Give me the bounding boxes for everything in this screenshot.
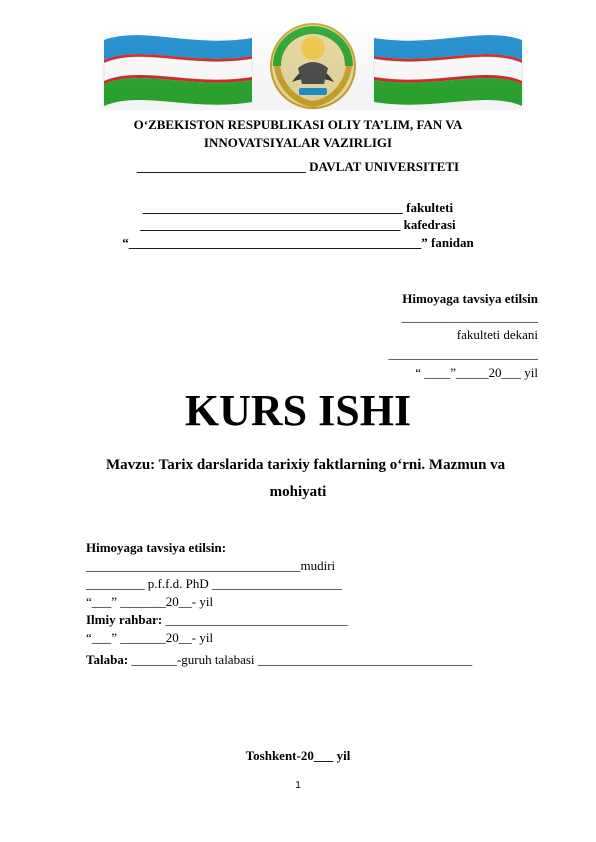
approval-date-2: “___” _______20__- yil	[86, 630, 214, 645]
department-label: kafedrasi	[403, 217, 456, 232]
faculty-line	[0, 200, 596, 216]
advisor-line	[86, 612, 347, 628]
topic-line-1	[106, 457, 505, 474]
student-line	[86, 652, 472, 668]
approval-heading: Himoyaga tavsiya etilsin	[402, 291, 538, 306]
ministry-line-1: O‘ZBEKISTON RESPUBLIKASI OLIY TA’LIM, FAN VA	[133, 117, 463, 132]
approval-date-1: “___” _______20__- yil	[86, 594, 214, 609]
faculty-blank: ________________________________________	[142, 200, 403, 215]
student-label: Talaba:	[86, 652, 129, 667]
bottom-approval-heading: Himoyaga tavsiya etilsin:	[86, 540, 227, 555]
approval-date: “ ____”_____20___ yil	[415, 365, 538, 380]
approval-signature-line: _____________________	[401, 309, 538, 324]
emblem-flags-icon	[102, 22, 524, 110]
department-head-line: _________________________________mudiri	[86, 558, 336, 573]
university-name: DAVLAT UNIVERSITETI	[309, 159, 460, 174]
advisor-blank: ____________________________	[165, 612, 348, 627]
department-blank: ________________________________________	[140, 217, 401, 232]
ministry-line-2: INNOVATSIYALAR VAZIRLIGI	[203, 135, 393, 150]
dean-name-line: _______________________	[388, 346, 538, 361]
faculty-label: fakulteti	[406, 200, 454, 215]
advisor-label: Ilmiy rahbar:	[86, 612, 163, 627]
department-line	[0, 217, 596, 233]
university-line	[0, 159, 596, 175]
topic-line-2: mohiyati	[269, 484, 327, 500]
subject-suffix: ” fanidan	[421, 235, 474, 250]
subject-open-quote: “	[122, 235, 129, 250]
dean-role: fakulteti dekani	[456, 327, 538, 342]
page-number: 1	[295, 780, 301, 791]
university-blank: __________________________	[136, 159, 306, 174]
document-title: KURS ISHI	[184, 386, 412, 435]
degree-line: _________ p.f.f.d. PhD ____________________	[86, 576, 343, 591]
topic-label: Mavzu:	[106, 457, 156, 473]
state-emblem-with-flags	[102, 22, 524, 110]
city-year: Toshkent-20___ yil	[245, 748, 351, 763]
topic-text-1: Tarix darslarida tarixiy faktlarning o‘rni. Mazmun va	[158, 457, 506, 473]
student-blank: _______-guruh talabasi _________________________________	[131, 652, 473, 667]
subject-line	[0, 235, 596, 251]
subject-blank: _____________________________________________	[128, 235, 422, 250]
